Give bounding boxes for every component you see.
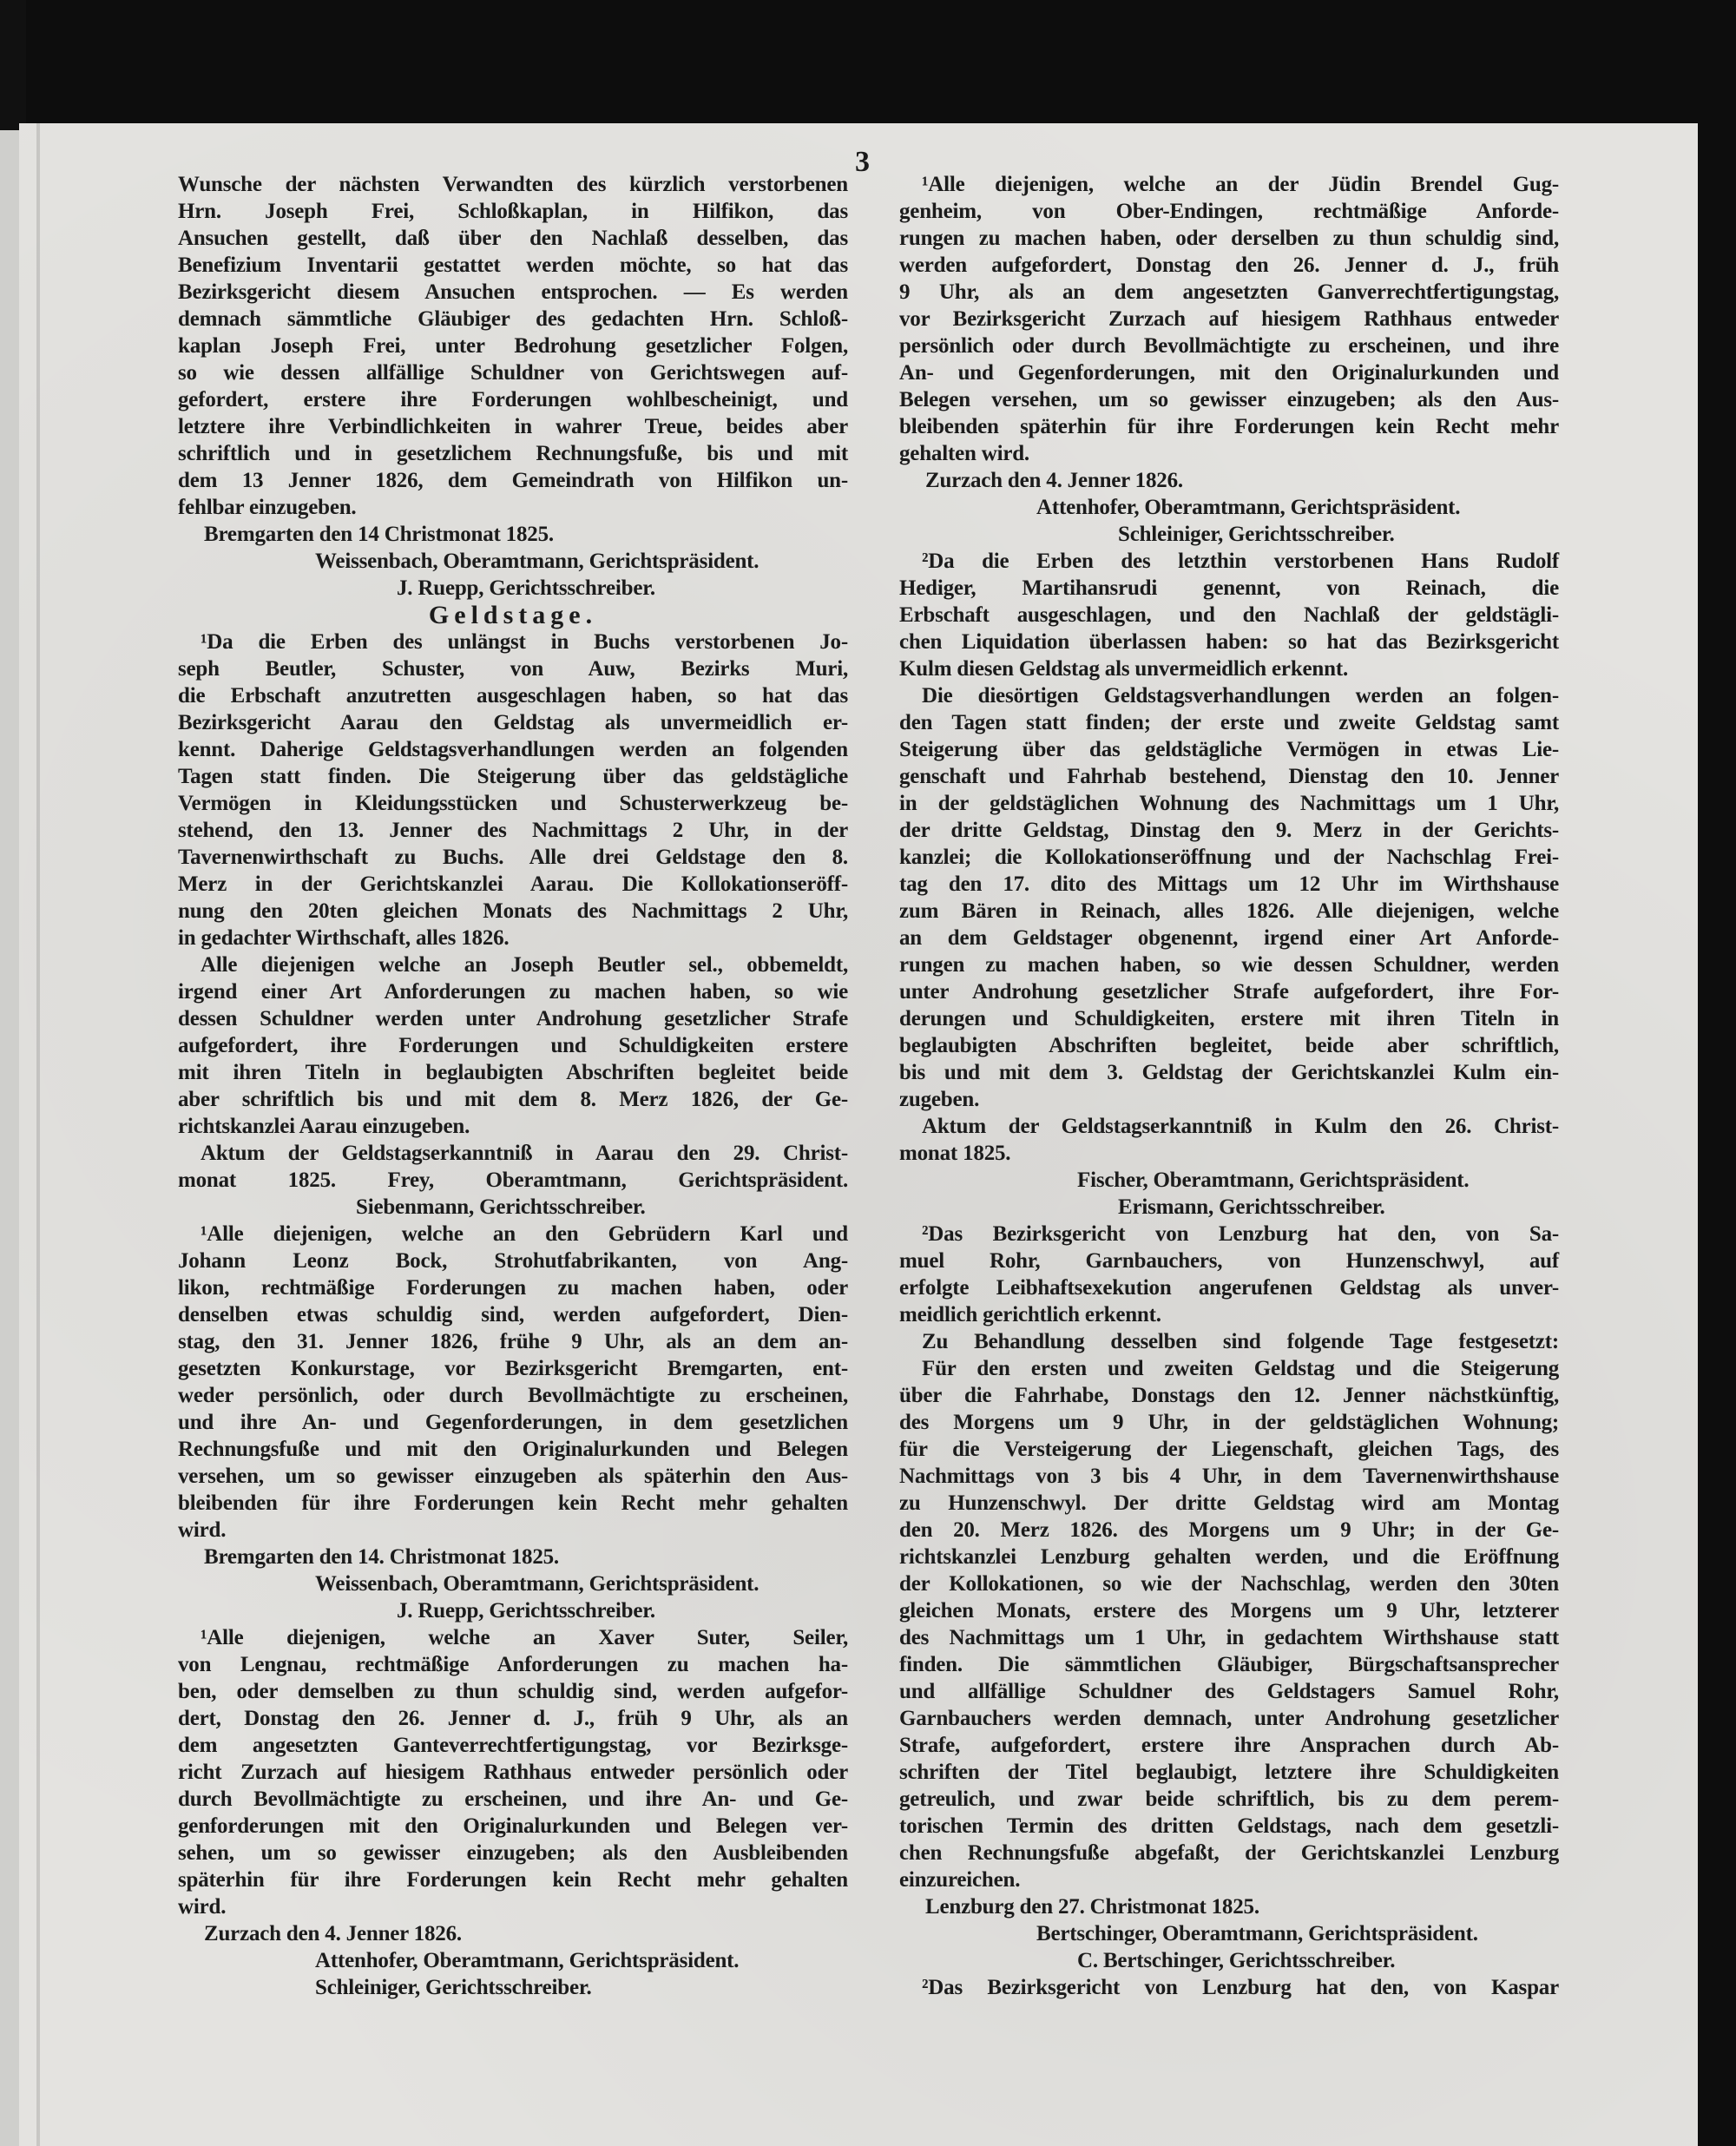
text-line: Aktum der Geldstagserkanntniß in Aarau den 29. Christ- [201,1142,848,1165]
text-line: letztere ihre Verbindlichkeiten in wahrer Treue, beides aber [178,415,848,438]
text-line: genforderungen mit den Originalurkunden und Belegen ver- [178,1814,848,1838]
text-line: gesetzten Konkurstage, vor Bezirksgericht Bremgarten, ent- [178,1357,848,1380]
text-line: einzureichen. [899,1868,1021,1892]
text-line: richt Zurzach auf hiesigem Rathhaus entweder persönlich oder [178,1761,848,1784]
text-line: Belegen versehen, um so gewisser einzugeben; als den Aus- [899,388,1559,411]
text-line: gefordert, erstere ihre Forderungen wohlbescheinigt, und [178,388,848,411]
text-line: aber schriftlich bis und mit dem 8. Merz 1826, der Ge- [178,1088,848,1111]
text-line: weder persönlich, oder durch Bevollmächtigte zu erscheinen, [178,1384,848,1407]
text-line: Aktum der Geldstagserkanntniß in Kulm den 26. Christ- [922,1115,1559,1138]
text-line: C. Bertschinger, Gerichtsschreiber. [1077,1949,1396,1972]
text-line: Erismann, Gerichtsschreiber. [1118,1195,1385,1219]
text-line: nung den 20ten gleichen Monats des Nachmittags 2 Uhr, [178,899,848,923]
text-line: kennt. Daherige Geldstagsverhandlungen werden an folgenden [178,738,848,761]
text-line: bis und mit dem 3. Geldstag der Gerichtskanzlei Kulm ein- [899,1061,1559,1084]
text-line: Bremgarten den 14. Christmonat 1825. [204,1545,559,1569]
text-line: kanzlei; die Kollokationseröffnung und der Nachschlag Frei- [899,846,1559,869]
text-line: chen Liquidation überlassen haben: so hat das Bezirksgericht [899,630,1559,654]
text-line: Johann Leonz Bock, Strohutfabrikanten, von Ang- [178,1249,848,1273]
right-column [899,171,1559,2001]
text-line: ¹Da die Erben des unlängst in Buchs verstorbenen Jo- [201,630,848,654]
text-line: derungen und Schuldigkeiten, erstere mit ihren Titeln in [899,1007,1559,1030]
text-line: 9 Uhr, als an dem angesetzten Ganverrechtfertigungstag, [899,280,1559,304]
text-line: zum Bären in Reinach, alles 1826. Alle diejenigen, welche [899,899,1559,923]
text-line: des Morgens um 9 Uhr, in der geldstäglichen Wohnung; [899,1411,1559,1434]
text-line: Lenzburg den 27. Christmonat 1825. [925,1895,1259,1919]
text-line: des Nachmittags um 1 Uhr, in gedachtem Wirthshause statt [899,1626,1559,1649]
text-line: werden aufgefordert, Donstag den 26. Jenner d. J., früh [899,253,1559,277]
text-line: torischen Termin des dritten Geldstags, nach dem gesetzli- [899,1814,1559,1838]
text-line: Rechnungsfuße und mit den Originalurkunden und Belegen [178,1438,848,1461]
text-line: Alle diejenigen welche an Joseph Beutler sel., obbemeldt, [201,953,848,977]
text-line: dert, Donstag den 26. Jenner d. J., früh 9 Uhr, als an [178,1707,848,1730]
text-line: tag den 17. dito des Mittags um 12 Uhr im Wirthshause [899,872,1559,896]
text-line: ben, oder demselben zu thun schuldig sind, werden aufgefor- [178,1680,848,1703]
text-line: Weissenbach, Oberamtmann, Gerichtspräsident. [315,550,760,573]
left-column [178,171,848,2001]
text-line: Bremgarten den 14 Christmonat 1825. [204,523,554,546]
text-line: Für den ersten und zweiten Geldstag und die Steigerung [922,1357,1559,1380]
text-line: genheim, von Ober-Endingen, rechtmäßige Anforde- [899,200,1559,223]
text-line: Siebenmann, Gerichtsschreiber. [356,1195,646,1219]
text-line: monat 1825. Frey, Oberamtmann, Gerichtspräsident. [178,1168,848,1192]
text-line: richtskanzlei Lenzburg gehalten werden, und die Eröffnung [899,1545,1559,1569]
text-line: in der geldstäglichen Wohnung des Nachmittags um 1 Uhr, [899,792,1559,815]
text-line: Erbschaft ausgeschlagen, und den Nachlaß der geldstägli- [899,603,1559,627]
text-line: denselben etwas schuldig sind, werden aufgefordert, Dien- [178,1303,848,1326]
text-line: ²Das Bezirksgericht von Lenzburg hat den, von Sa- [922,1222,1559,1246]
text-line: ²Da die Erben des letzthin verstorbenen Hans Rudolf [922,550,1559,573]
text-line: Die diesörtigen Geldstagsverhandlungen werden an folgen- [922,684,1559,708]
text-line: der Kollokationen, so wie der Nachschlag, werden den 30ten [899,1572,1559,1596]
text-line: stehend, den 13. Jenner des Nachmittags 2 Uhr, in der [178,819,848,842]
text-line: an dem Geldstager obgenennt, irgend einer Art Anforde- [899,926,1559,950]
text-line: stag, den 31. Jenner 1826, frühe 9 Uhr, als an dem an- [178,1330,848,1353]
text-line: ¹Alle diejenigen, welche an Xaver Suter, Seiler, [201,1626,848,1649]
text-line: für die Versteigerung der Liegenschaft, gleichen Tags, des [899,1438,1559,1461]
text-line: die Erbschaft anzutretten ausgeschlagen haben, so hat das [178,684,848,708]
text-line: fehlbar einzugeben. [178,496,357,519]
text-line: Zu Behandlung desselben sind folgende Tage festgesetzt: [922,1330,1559,1353]
text-line: der dritte Geldstag, Dinstag den 9. Merz in der Gerichts- [899,819,1559,842]
text-line: mit ihren Titeln in beglaubigten Abschriften begleitet beide [178,1061,848,1084]
text-line: Kulm diesen Geldstag als unvermeidlich erkennt. [899,657,1349,681]
text-line: ¹Alle diejenigen, welche an den Gebrüdern Karl und [201,1222,848,1246]
text-line: wird. [178,1518,227,1542]
text-line: wird. [178,1895,227,1919]
text-line: bleibenden für ihre Forderungen kein Recht mehr gehalten [178,1491,848,1515]
text-line: Garnbauchers werden demnach, unter Androhung gesetzlicher [899,1707,1559,1730]
page-fold [36,123,40,2146]
text-line: dem angesetzten Ganteverrechtfertigungstag, vor Bezirksge- [178,1734,848,1757]
text-line: Hediger, Martihansrudi genennt, von Reinach, die [899,576,1559,600]
text-line: demnach sämmtliche Gläubiger des gedachten Hrn. Schloß- [178,307,848,331]
text-line: Wunsche der nächsten Verwandten des kürzlich verstorbenen [178,173,848,196]
text-line: zu Hunzenschwyl. Der dritte Geldstag wird am Montag [899,1491,1559,1515]
text-line: Vermögen in Kleidungsstücken und Schusterwerkzeug be- [178,792,848,815]
text-line: Nachmittags von 3 bis 4 Uhr, in dem Tavernenwirthshause [899,1465,1559,1488]
text-line: vor Bezirksgericht Zurzach auf hiesigem Rathhaus entweder [899,307,1559,331]
text-line: Fischer, Oberamtmann, Gerichtspräsident. [1077,1168,1470,1192]
text-line: monat 1825. [899,1142,1011,1165]
text-line: Bezirksgericht diesem Ansuchen entsprochen. — Es werden [178,280,848,304]
page-number: 3 [855,146,870,178]
text-line: beglaubigten Abschriften begleitet, beide aber schriftlich, [899,1034,1559,1057]
text-line: Ansuchen gestellt, daß über den Nachlaß desselben, das [178,227,848,250]
text-line: zugeben. [899,1088,980,1111]
text-line: dem 13 Jenner 1826, dem Gemeindrath von Hilfikon un- [178,469,848,492]
text-line: Schleiniger, Gerichtsschreiber. [315,1976,592,1999]
text-line: muel Rohr, Garnbauchers, von Hunzenschwyl, auf [899,1249,1559,1273]
text-line: Attenhofer, Oberamtmann, Gerichtspräsident. [315,1949,740,1972]
text-line: versehen, um so gewisser einzugeben als späterhin den Aus- [178,1465,848,1488]
text-line: Zurzach den 4. Jenner 1826. [925,469,1183,492]
text-line: Strafe, aufgefordert, erstere ihre Ansprachen durch Ab- [899,1734,1559,1757]
text-line: richtskanzlei Aarau einzugeben. [178,1115,470,1138]
text-line: unter Androhung gesetzlicher Strafe aufgefordert, ihre For- [899,980,1559,1004]
text-line: likon, rechtmäßige Forderungen zu machen haben, oder [178,1276,848,1300]
text-line: Zurzach den 4. Jenner 1826. [204,1922,462,1945]
section-heading: Geldstage. [428,601,598,629]
text-line: Attenhofer, Oberamtmann, Gerichtspräsident. [1036,496,1461,519]
text-line: Tavernenwirthschaft zu Buchs. Alle drei Geldstage den 8. [178,846,848,869]
text-line: Weissenbach, Oberamtmann, Gerichtspräsident. [315,1572,760,1596]
text-line: Schleiniger, Gerichtsschreiber. [1118,523,1395,546]
text-line: dessen Schuldner werden unter Androhung gesetzlicher Strafe [178,1007,848,1030]
text-line: späterhin für ihre Forderungen kein Recht mehr gehalten [178,1868,848,1892]
text-line: Benefizium Inventarii gestattet werden möchte, so hat das [178,253,848,277]
text-line: gleichen Monats, erstere des Morgens um 9 Uhr, letzterer [899,1599,1559,1623]
text-line: bleibenden späterhin für ihre Forderungen kein Recht mehr [899,415,1559,438]
text-line: rungen zu machen haben, oder derselben zu thun schuldig sind, [899,227,1559,250]
text-line: sehen, um so gewisser einzugeben; als den Ausbleibenden [178,1841,848,1865]
text-line: über die Fahrhabe, Donstags den 12. Jenner nächstkünftig, [899,1384,1559,1407]
text-line: chen Rechnungsfuße abgefaßt, der Gerichtskanzlei Lenzburg [899,1841,1559,1865]
text-line: getreulich, und zwar beide schriftlich, bis zu dem perem- [899,1787,1559,1811]
text-line: den 20. Merz 1826. des Morgens um 9 Uhr; in der Ge- [899,1518,1559,1542]
text-line: durch Bevollmächtigte zu erscheinen, und ihre An- und Ge- [178,1787,848,1811]
text-line: in gedachter Wirthschaft, alles 1826. [178,926,510,950]
text-line: schriften der Titel beglaubigt, letztere ihre Schuldigkeiten [899,1761,1559,1784]
text-line: Bertschinger, Oberamtmann, Gerichtspräsident. [1036,1922,1478,1945]
text-line: ¹Alle diejenigen, welche an der Jüdin Brendel Gug- [922,173,1559,196]
text-line: von Lengnau, rechtmäßige Anforderungen zu machen ha- [178,1653,848,1676]
text-line: persönlich oder durch Bevollmächtigte zu erscheinen, und ihre [899,334,1559,358]
text-line: seph Beutler, Schuster, von Auw, Bezirks Muri, [178,657,848,681]
text-line: Tagen statt finden. Die Steigerung über das geldstägliche [178,765,848,788]
text-line: Bezirksgericht Aarau den Geldstag als unvermeidlich er- [178,711,848,734]
text-line: Merz in der Gerichtskanzlei Aarau. Die Kollokationseröff- [178,872,848,896]
text-line: meidlich gerichtlich erkennt. [899,1303,1161,1326]
text-line: den Tagen statt finden; der erste und zweite Geldstag samt [899,711,1559,734]
text-line: aufgefordert, ihre Forderungen und Schuldigkeiten erstere [178,1034,848,1057]
text-line: An- und Gegenforderungen, mit den Originalurkunden und [899,361,1559,385]
text-line: ²Das Bezirksgericht von Lenzburg hat den, von Kaspar [922,1976,1559,1999]
text-line: finden. Die sämmtlichen Gläubiger, Bürgschaftsansprecher [899,1653,1559,1676]
text-line: schriftlich und in gesetzlichem Rechnungsfuße, bis und mit [178,442,848,465]
text-line: J. Ruepp, Gerichtsschreiber. [397,576,655,600]
text-line: irgend einer Art Anforderungen zu machen haben, so wie [178,980,848,1004]
text-line: kaplan Joseph Frei, unter Bedrohung gesetzlicher Folgen, [178,334,848,358]
text-line: erfolgte Leibhaftsexekution angerufenen Geldstag als unver- [899,1276,1559,1300]
text-line: genschaft und Fahrhab bestehend, Dienstag den 10. Jenner [899,765,1559,788]
text-line: und allfällige Schuldner des Geldstagers Samuel Rohr, [899,1680,1559,1703]
text-line: Hrn. Joseph Frei, Schloßkaplan, in Hilfikon, das [178,200,848,223]
text-line: Steigerung über das geldstägliche Vermögen in etwas Lie- [899,738,1559,761]
text-line: gehalten wird. [899,442,1029,465]
text-line: J. Ruepp, Gerichtsschreiber. [397,1599,655,1623]
text-line: und ihre An- und Gegenforderungen, in dem gesetzlichen [178,1411,848,1434]
text-line: rungen zu machen haben, so wie dessen Schuldner, werden [899,953,1559,977]
text-line: so wie dessen allfällige Schuldner von Gerichtswegen auf- [178,361,848,385]
